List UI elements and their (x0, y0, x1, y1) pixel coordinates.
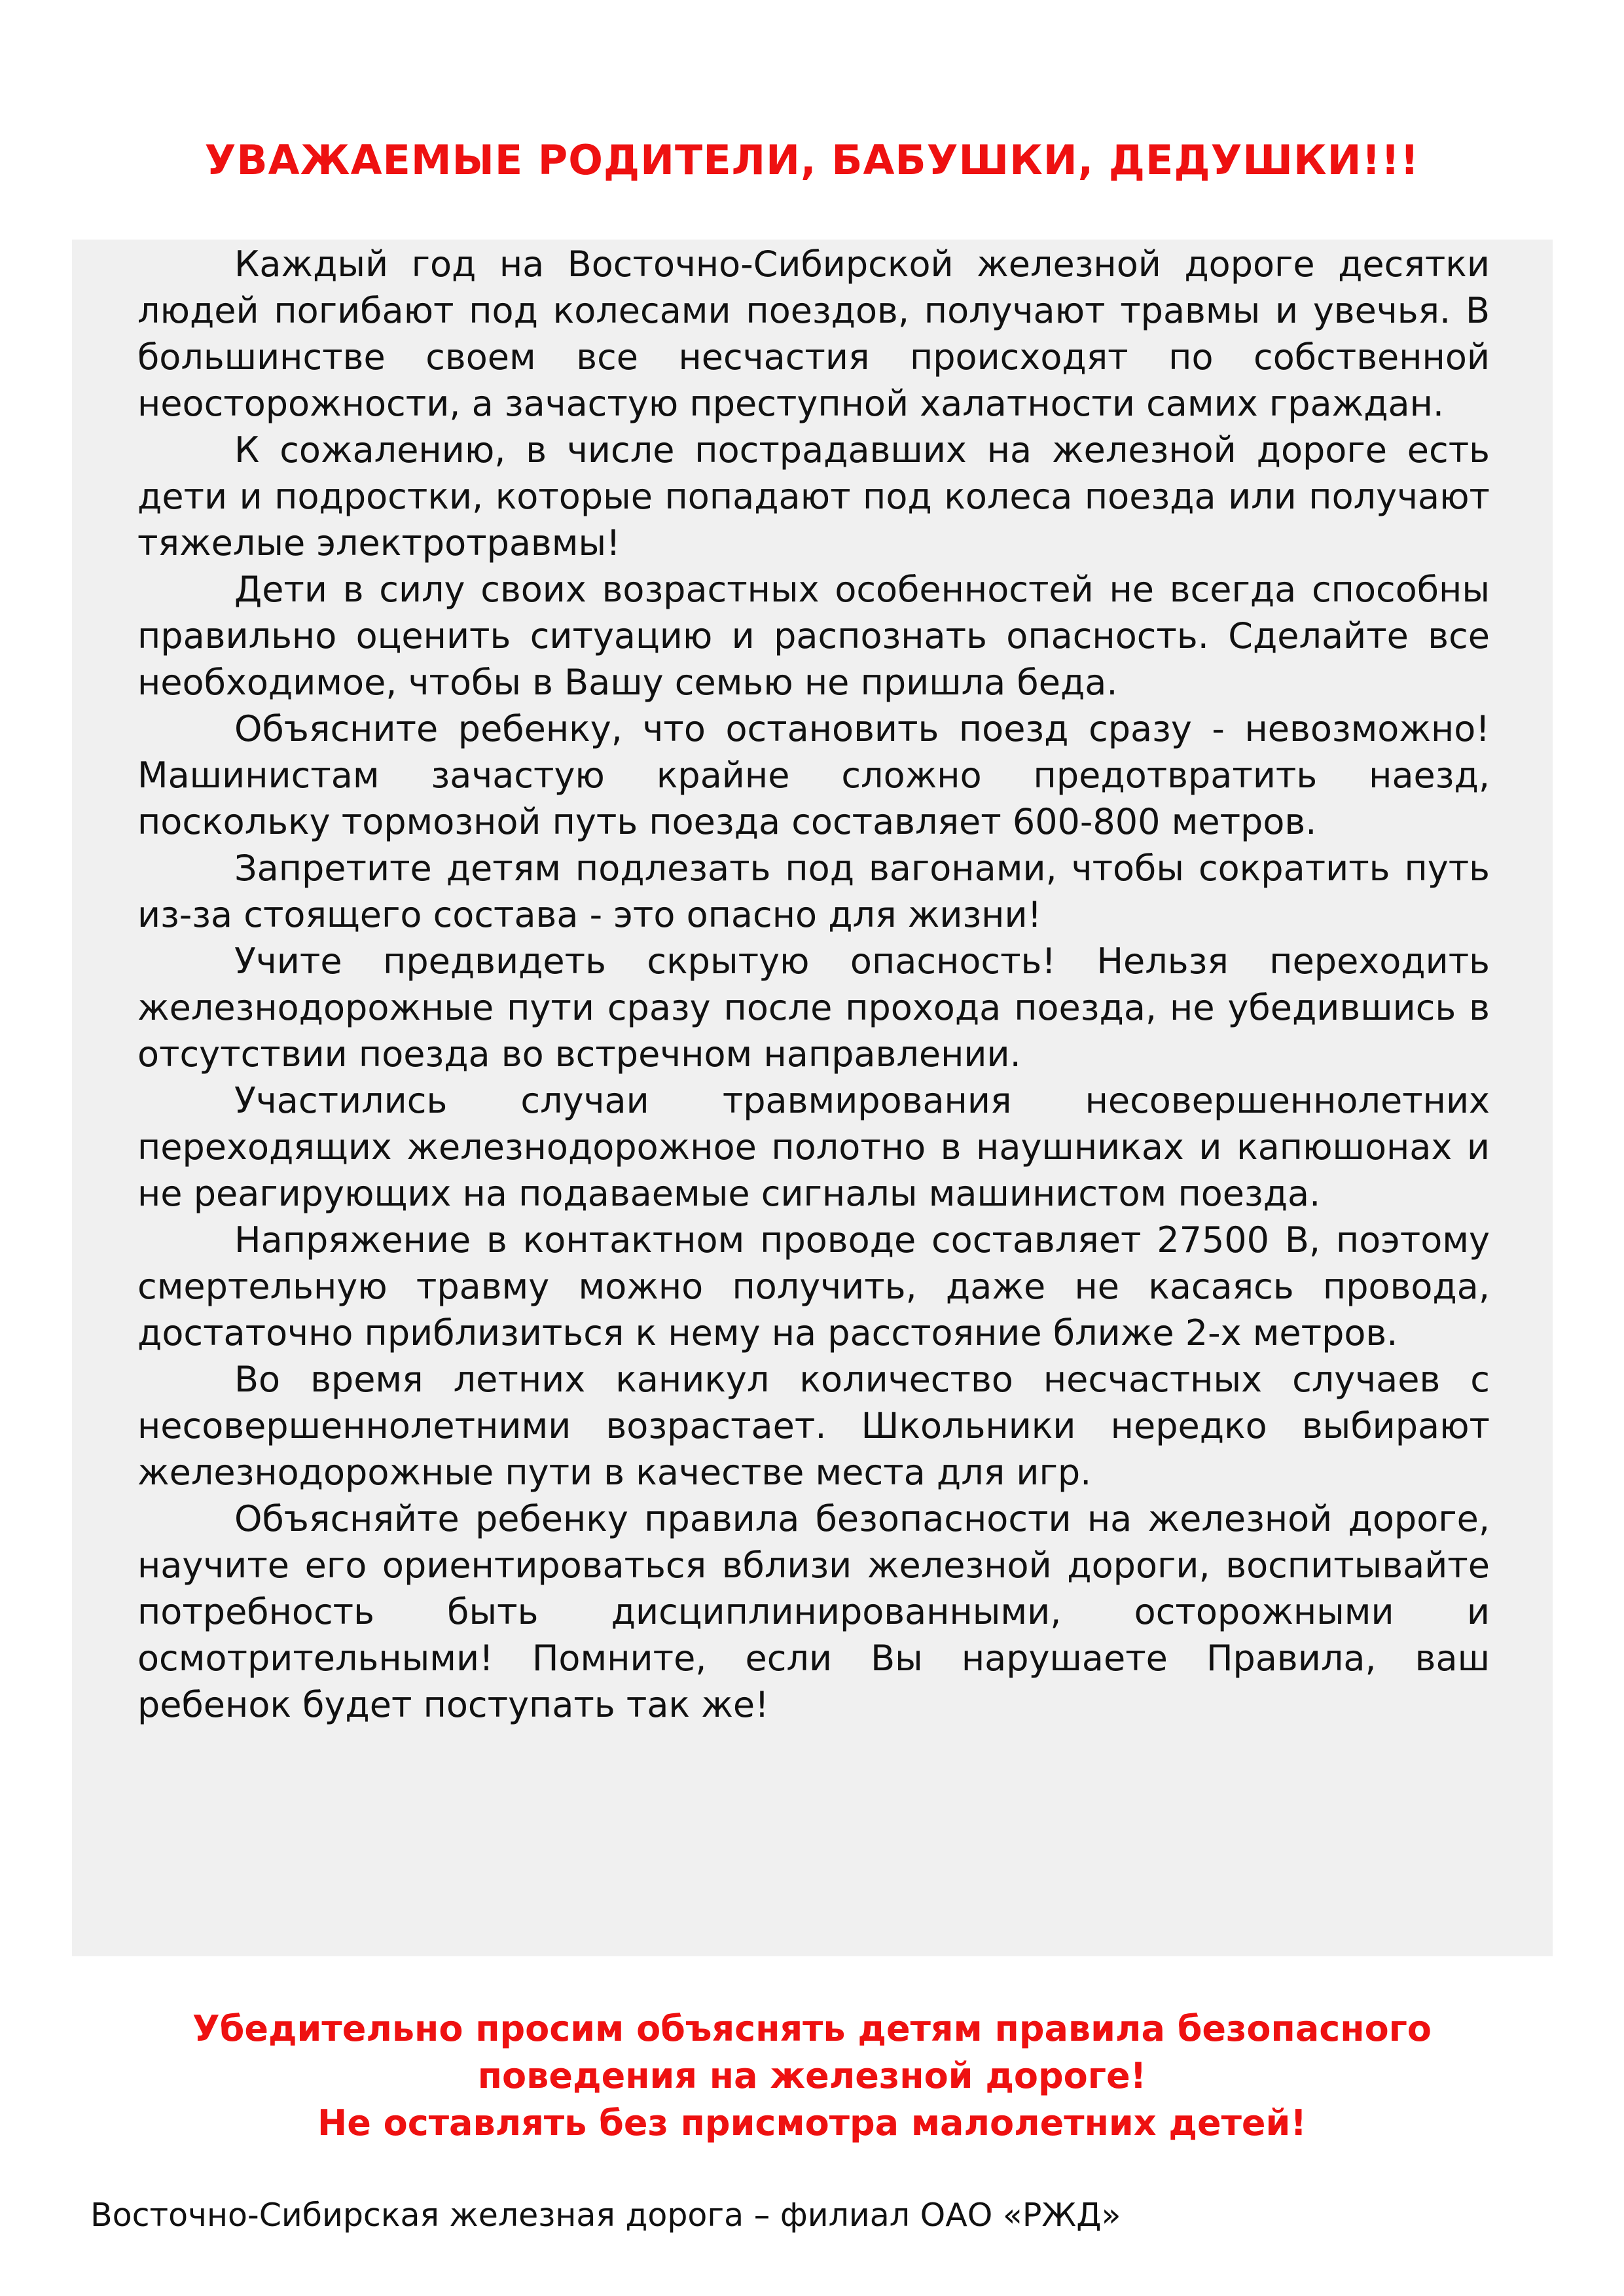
footer-signature: Восточно-Сибирская железная дорога – филиал ОАО «РЖД» (90, 2197, 1121, 2234)
appeal-line: Не оставлять без присмотра малолетних детей! (317, 2102, 1307, 2144)
paragraph-list (137, 241, 1490, 1728)
appeal-line: поведения на железной дороге! (477, 2055, 1147, 2096)
appeal-block (0, 2005, 1624, 2147)
page-title: УВАЖАЕМЫЕ РОДИТЕЛИ, БАБУШКИ, ДЕДУШКИ!!! (204, 136, 1420, 184)
paragraph: Напряжение в контактном проводе составляет 27500 В, поэтому смертельную травму можно получить, даже не касаясь провода, достаточно приблизиться к нему на расстояние ближе 2-х метров. (137, 1219, 1490, 1354)
paragraph: Участились случаи травмирования несовершеннолетних переходящих железнодорожное полотно в наушниках и капюшонах и не реагирующих на подаваемые сигналы машинистом поезда. (137, 1080, 1490, 1214)
paragraph: Объясняйте ребенку правила безопасности на железной дороге, научите его ориентироваться вблизи железной дороги, воспитывайте потребность быть дисциплинированными, осторожными и осмотрительными! Помните, если Вы нарушаете Правила, ваш ребенок будет поступать так же! (137, 1498, 1490, 1725)
paragraph: Дети в силу своих возрастных особенностей не всегда способны правильно оценить ситуацию и распознать опасность. Сделайте все необходимое, чтобы в Вашу семью не пришла беда. (137, 569, 1490, 703)
paragraph: Запретите детям подлезать под вагонами, чтобы сократить путь из-за стоящего состава - это опасно для жизни! (137, 848, 1490, 935)
paragraph: Учите предвидеть скрытую опасность! Нельзя переходить железнодорожные пути сразу после прохода поезда, не убедившись в отсутствии поезда во встречном направлении. (137, 941, 1490, 1075)
appeal-line: Убедительно просим объяснять детям правила безопасного (192, 2008, 1432, 2049)
paragraph: Во время летних каникул количество несчастных случаев с несовершеннолетними возрастает. Школьники нередко выбирают железнодорожные пути в качестве места для игр. (137, 1359, 1490, 1493)
paragraph: Объясните ребенку, что остановить поезд сразу - невозможно! Машинистам зачастую крайне сложно предотвратить наезд, поскольку тормозной путь поезда составляет 600-800 метров. (137, 708, 1490, 842)
paragraph: К сожалению, в числе пострадавших на железной дороге есть дети и подростки, которые попадают под колеса поезда или получают тяжелые электротравмы! (137, 429, 1490, 564)
body-text-panel (72, 240, 1553, 1956)
paragraph: Каждый год на Восточно-Сибирской железной дороге десятки людей погибают под колесами поездов, получают травмы и увечья. В большинстве своем все несчастия происходят по собственной неосторожности, а зачастую преступной халатности самих граждан. (137, 243, 1490, 424)
